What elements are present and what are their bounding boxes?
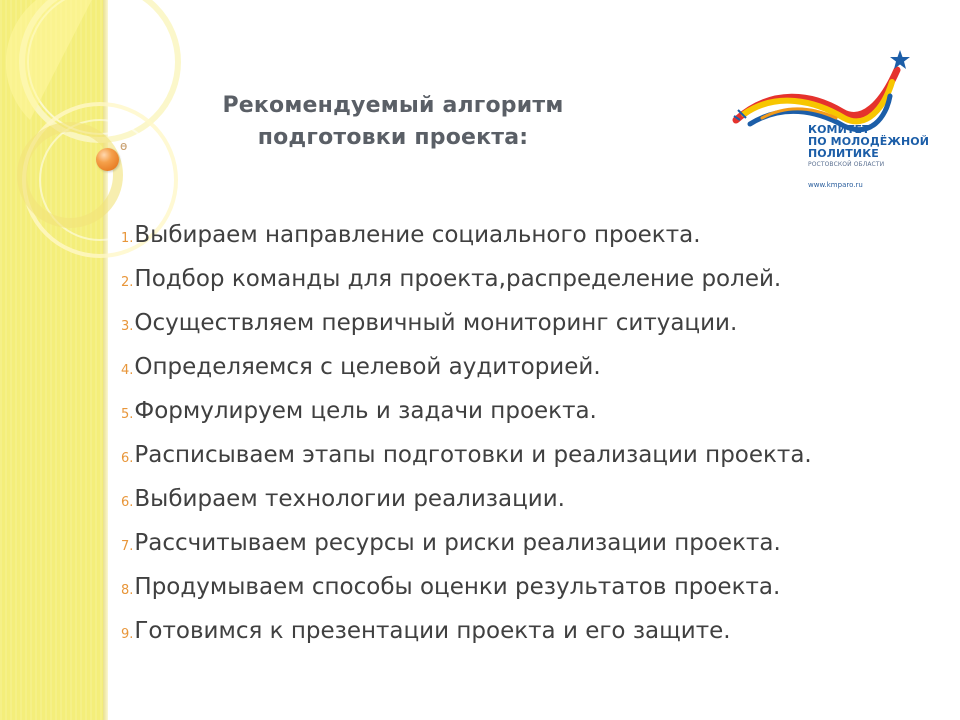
list-item: [121, 347, 931, 391]
list-item: [121, 567, 931, 611]
list-number: 6.: [121, 451, 134, 466]
logo-line-1: КОМИТЕТ: [808, 123, 870, 136]
list-text: Осуществляем первичный мониторинг ситуации.: [134, 310, 738, 336]
list-text: Продумываем способы оценки результатов проекта.: [134, 574, 781, 600]
list-number: 3.: [121, 319, 134, 334]
list-item: [121, 259, 931, 303]
list-item: [121, 303, 931, 347]
list-item: [121, 391, 931, 435]
list-item: [121, 435, 931, 479]
list-item: [121, 479, 931, 523]
logo-line-3: ПОЛИТИКЕ: [808, 147, 879, 160]
list-item: [121, 215, 931, 259]
list-number: 4.: [121, 363, 134, 378]
list-text: Готовимся к презентации проекта и его защите.: [134, 618, 731, 644]
list-item: [121, 523, 931, 567]
list-text: Подбор команды для проекта,распределение ролей.: [134, 266, 782, 292]
logo-subtitle: РОСТОВСКОЙ ОБЛАСТИ: [808, 161, 885, 168]
list-number: 6.: [121, 495, 134, 510]
list-number: 9.: [121, 627, 134, 642]
logo-line-2: ПО МОЛОДЁЖНОЙ: [808, 135, 930, 148]
list-text: Формулируем цель и задачи проекта.: [134, 398, 597, 424]
list-number: 1.: [121, 231, 134, 246]
list-number: 8.: [121, 583, 134, 598]
list-number: 2.: [121, 275, 134, 290]
slide-title: Рекомендуемый алгоритм подготовки проекта:: [222, 93, 564, 150]
logo-caption: [808, 124, 948, 169]
list-text: Выбираем направление социального проекта.: [134, 222, 701, 248]
steps-list: [121, 215, 931, 655]
list-number: 7.: [121, 539, 134, 554]
list-number: 5.: [121, 407, 134, 422]
list-item: [121, 611, 931, 655]
list-text: Выбираем технологии реализации.: [134, 486, 565, 512]
list-text: Рассчитываем ресурсы и риски реализации проекта.: [134, 530, 781, 556]
logo-url: www.kmparo.ru: [808, 181, 863, 189]
orange-bullet-icon: [96, 148, 119, 171]
list-text: Расписываем этапы подготовки и реализации проекта.: [134, 442, 812, 468]
marker-glyph: ɵ: [120, 139, 128, 153]
list-text: Определяемся с целевой аудиторией.: [134, 354, 601, 380]
